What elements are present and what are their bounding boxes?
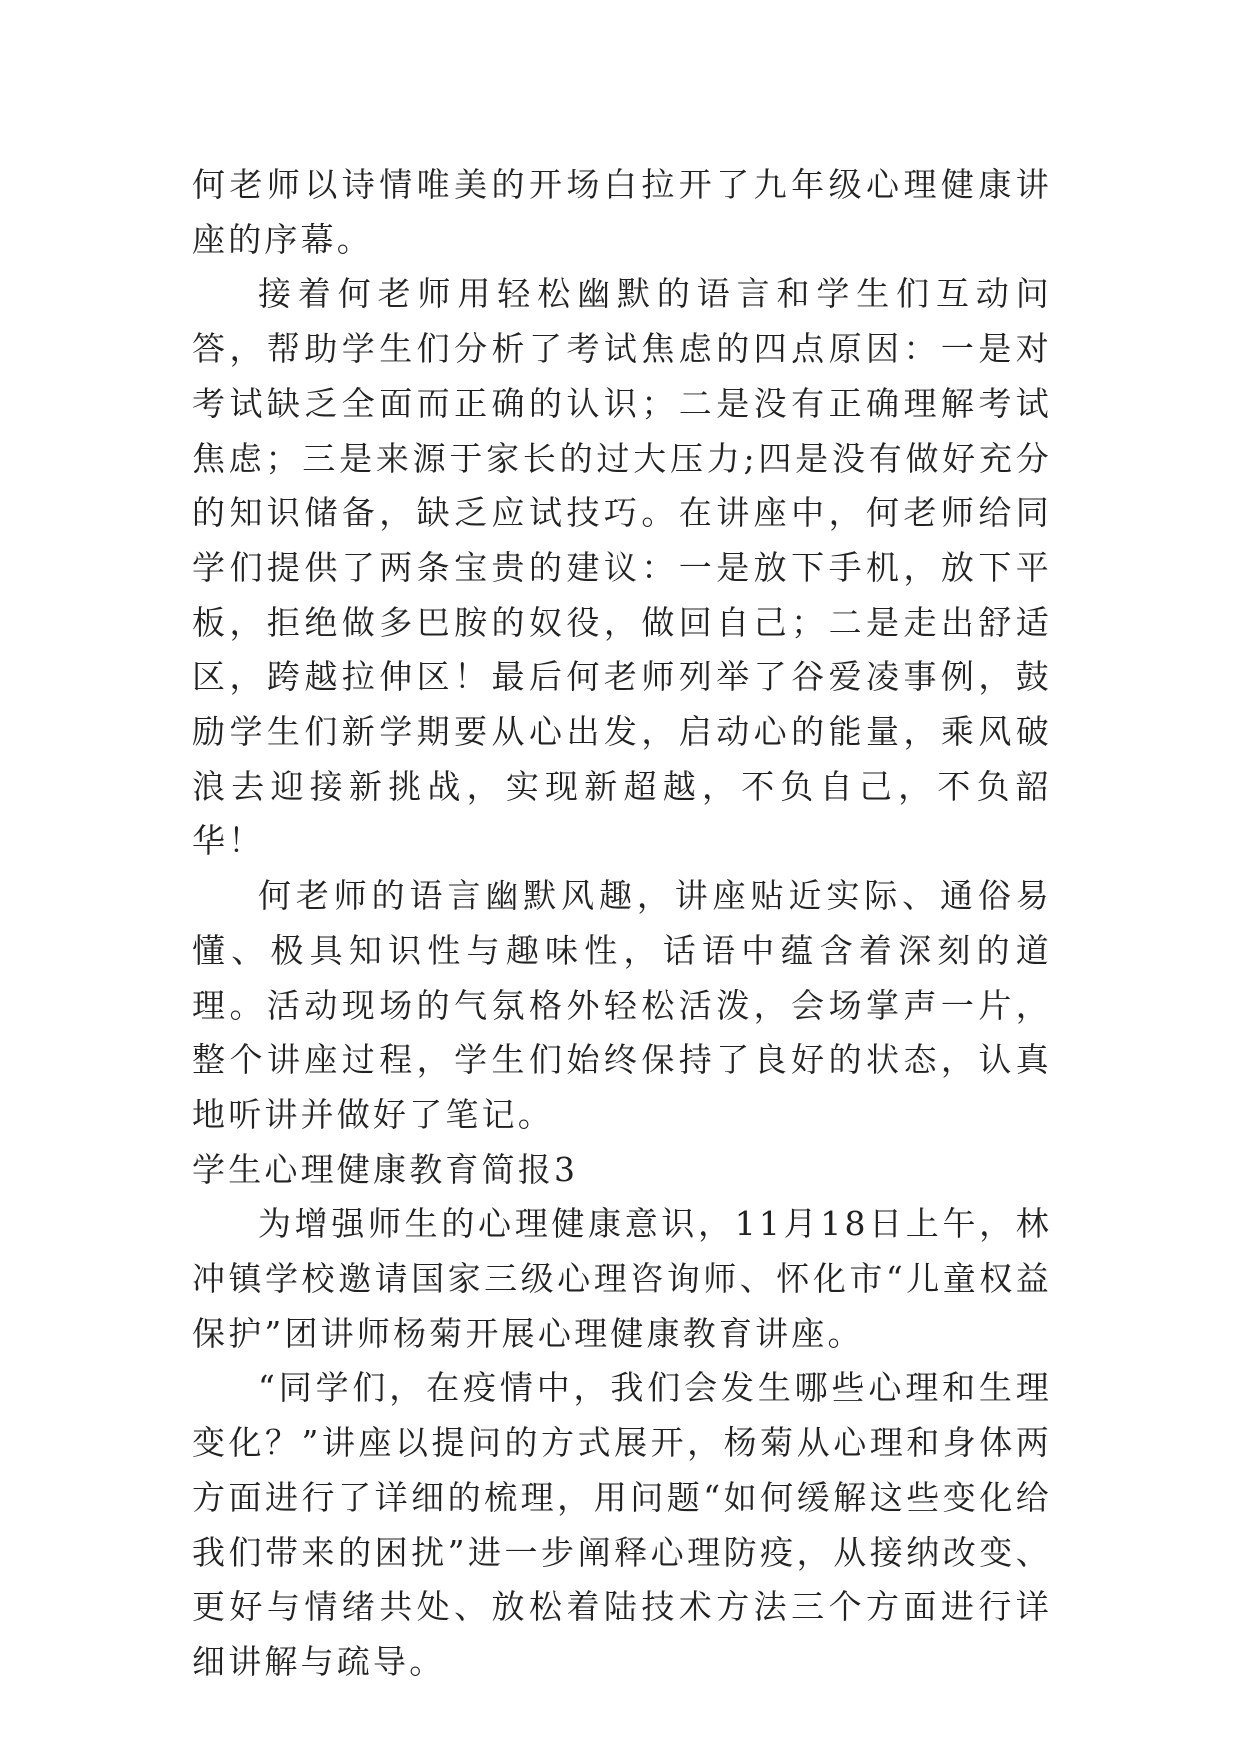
paragraph-lecture-summary: 何老师的语言幽默风趣，讲座贴近实际、通俗易懂、极具知识性与趣味性，话语中蕴含着深刻的道理。活动现场的气氛格外轻松活泼，会场掌声一片，整个讲座过程，学生们始终保持了良好的状态，认真地听讲并做好了笔记。 xyxy=(192,876,1052,1134)
paragraph-exam-anxiety: 接着何老师用轻松幽默的语言和学生们互动问答，帮助学生们分析了考试焦虑的四点原因：一是对考试缺乏全面而正确的认识；二是没有正确理解考试焦虑；三是来源于家长的过大压力;四是没有做好充分的知识储备，缺乏应试技巧。在讲座中，何老师给同学们提供了两条宝贵的建议：一是放下手机，放下平板，拒绝做多巴胺的奴役，做回自己；二是走出舒适区，跨越拉伸区！最后何老师列举了谷爱凌事例，鼓励学生们新学期要从心出发，启动心的能量，乘风破浪去迎接新挑战，实现新超越，不负自己，不负韶华！ xyxy=(192,274,1052,861)
paragraph-lecture-content: “同学们，在疫情中，我们会发生哪些心理和生理变化？”讲座以提问的方式展开，杨菊从心理和身体两方面进行了详细的梳理，用问题“如何缓解这些变化给我们带来的困扰”进一步阐释心理防疫，从接纳改变、更好与情绪共处、放松着陆技术方法三个方面进行详细讲解与疏导。 xyxy=(192,1368,1052,1681)
paragraph-lecture-event: 为增强师生的心理健康意识，11月18日上午，林冲镇学校邀请国家三级心理咨询师、怀化市“儿童权益保护”团讲师杨菊开展心理健康教育讲座。 xyxy=(192,1204,1052,1353)
document-body xyxy=(192,158,1052,1690)
paragraph-opening-intro: 何老师以诗情唯美的开场白拉开了九年级心理健康讲座的序幕。 xyxy=(192,165,1052,259)
section-heading: 学生心理健康教育简报3 xyxy=(192,1149,579,1189)
